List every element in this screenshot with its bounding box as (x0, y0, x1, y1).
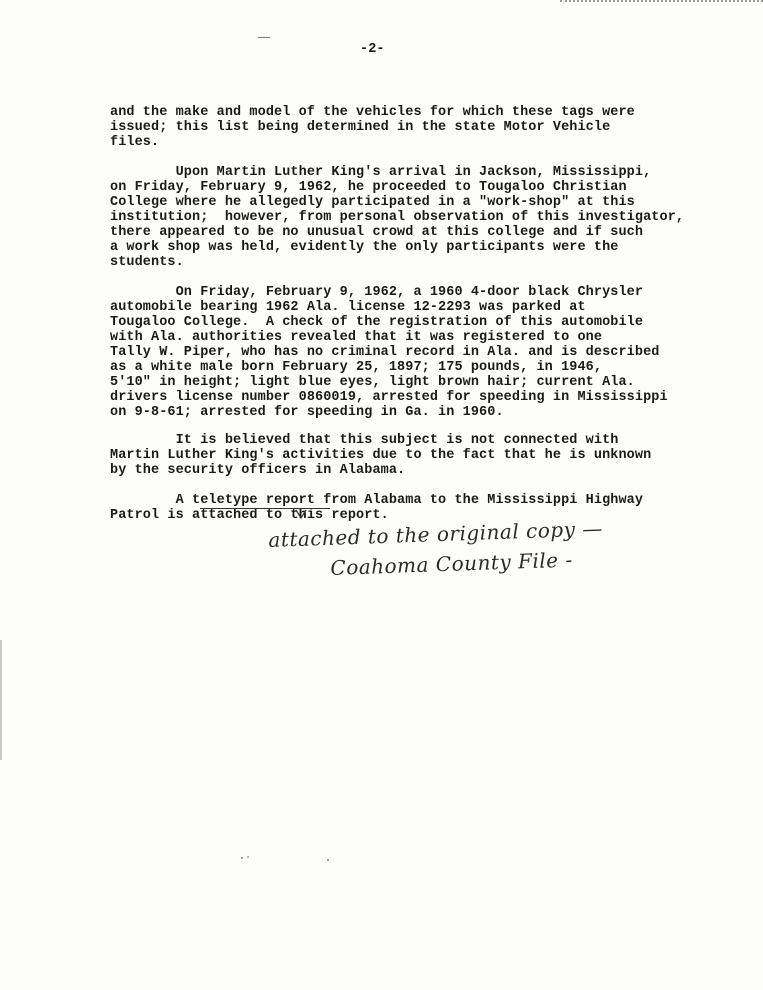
handwritten-caret-mark (294, 508, 308, 522)
stray-mark (258, 37, 270, 38)
paragraph-teletype-report: A teletype report from Alabama to the Mississippi Highway Patrol is attached to this report. (110, 493, 644, 523)
handwritten-note-line-2: Coahoma County File - (330, 547, 574, 580)
handwritten-note-line-1: attached to the original copy — (268, 516, 604, 552)
paragraph-king-arrival: Upon Martin Luther King's arrival in Jackson, Mississippi, on Friday, February 9, 1962, he proceeded to Tougaloo Christian College where he allegedly participated in a "work-shop" at this institution; however, from personal observation of this investigator, there appeared to be no unusual crowd at this college and if such a work shop was held, evidently the only participants were the students. (110, 165, 685, 270)
scan-specks (238, 852, 338, 864)
paragraph-vehicle-files: and the make and model of the vehicles for which these tags were issued; this list being determined in the state Motor Vehicle files. (110, 105, 635, 150)
left-edge-mark (0, 640, 2, 760)
page-number: -2- (360, 42, 385, 57)
top-edge-mark (560, 0, 763, 5)
handwritten-underline (200, 508, 330, 509)
paragraph-chrysler-automobile: On Friday, February 9, 1962, a 1960 4-door black Chrysler automobile bearing 1962 Ala. license 12-2293 was parked at Tougaloo College. A check of the registration of this automobile with Ala. authorities revealed that it was registered to one Tally W. Piper, who has no criminal record in Ala. and is described as a white male born February 25, 1897; 175 pounds, in 1946, 5'10" in height; light blue eyes, light brown hair; current Ala. drivers license number 0860019, arrested for speeding in Mississippi on 9-8-61; arrested for speeding in Ga. in 1960. (110, 285, 668, 420)
paragraph-subject-not-connected: It is believed that this subject is not connected with Martin Luther King's activities due to the fact that he is unknown by the security officers in Alabama. (110, 433, 652, 478)
